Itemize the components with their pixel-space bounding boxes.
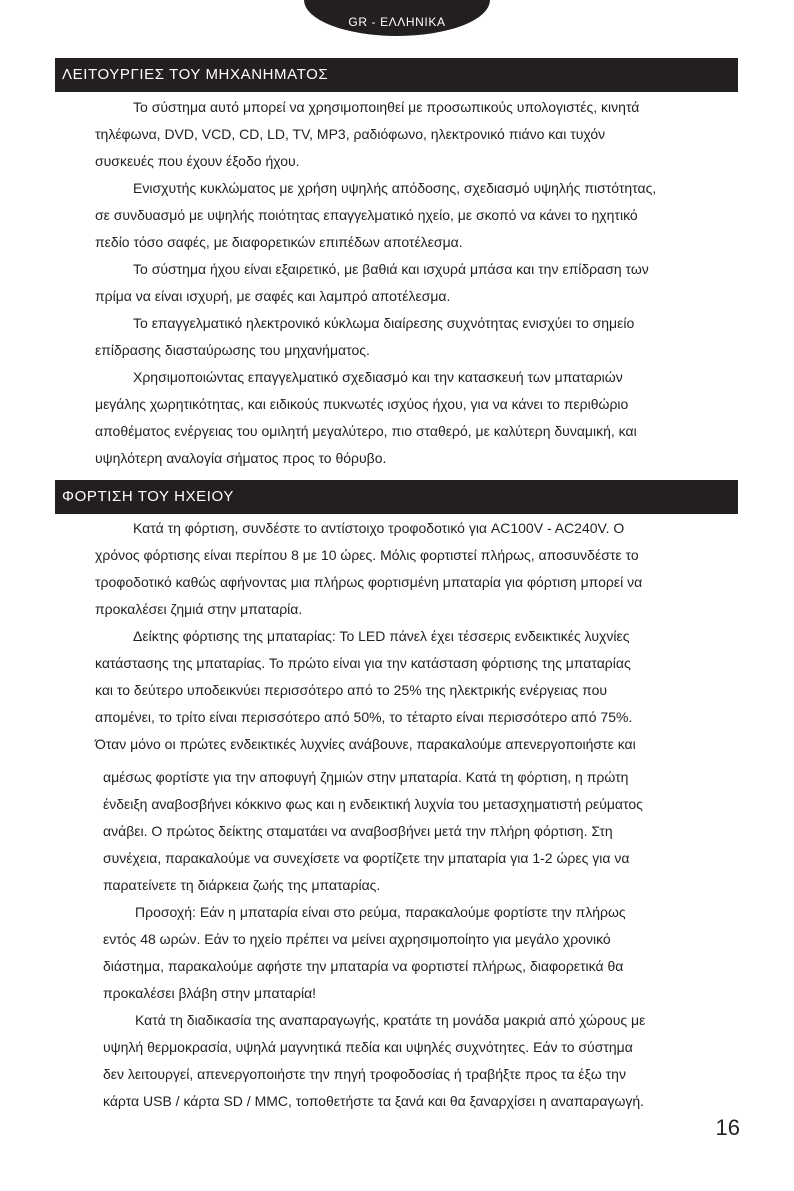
text-line: διάστημα, παρακαλούμε αφήστε την μπαταρία να φορτιστεί πλήρως, διαφορετικά θα (103, 958, 624, 974)
section-header-charging (55, 480, 738, 514)
text-line: υψηλότερη αναλογία σήματος προς το θόρυβο. (95, 450, 387, 466)
section-body-charging (95, 515, 735, 758)
text-line: Χρησιμοποιώντας επαγγελματικό σχεδιασμό και την κατασκευή των μπαταριών (133, 369, 623, 385)
text-line: κάρτα USB / κάρτα SD / MMC, τοποθετήστε τα ξανά και θα ξαναρχίσει η αναπαραγωγή. (103, 1093, 645, 1109)
text-line: απομένει, το τρίτο είναι περισσότερο από 50%, το τέταρτο είναι περισσότερο από 75%. (95, 709, 633, 725)
text-line: Το σύστημα ήχου είναι εξαιρετικό, με βαθιά και ισχυρά μπάσα και την επίδραση των (133, 261, 649, 277)
text-line: Κατά τη διαδικασία της αναπαραγωγής, κρατάτε τη μονάδα μακριά από χώρους με (135, 1012, 646, 1028)
text-line: πεδίο τόσο σαφές, με διαφορετικών επιπέδων αποτέλεσμα. (95, 234, 463, 250)
section-body-charging-continued (103, 764, 735, 1115)
text-line: ανάβει. Ο πρώτος δείκτης σταματάει να αναβοσβήνει μετά την πλήρη φόρτιση. Στη (103, 823, 613, 839)
section-title: ΦΟΡΤΙΣΗ ΤΟΥ ΗΧΕΙΟΥ (62, 488, 234, 505)
section-header-functions (55, 58, 738, 92)
text-line: και το δεύτερο υποδεικνύει περισσότερο από το 25% της ηλεκτρικής ενέργειας που (95, 682, 608, 698)
text-line: Όταν μόνο οι πρώτες ενδεικτικές λυχνίες ανάβουνε, παρακαλούμε απενεργοποιήστε και (95, 736, 636, 752)
text-line: προκαλέσει ζημιά στην μπαταρία. (95, 601, 303, 617)
text-line: Δείκτης φόρτισης της μπαταρίας: Το LED πάνελ έχει τέσσερις ενδεικτικές λυχνίες (133, 628, 630, 644)
text-line: τηλέφωνα, DVD, VCD, CD, LD, TV, MP3, ραδιόφωνο, ηλεκτρονικό πιάνο και τυχόν (95, 126, 606, 142)
text-line: δεν λειτουργεί, απενεργοποιήστε την πηγή τροφοδοσίας ή τραβήξτε προς τα έξω την (103, 1066, 626, 1082)
text-line: σε συνδυασμό με υψηλής ποιότητας επαγγελματικό ηχείο, με σκοπό να κάνει το ηχητικό (95, 207, 638, 223)
text-line: πρίμα να είναι ισχυρή, με σαφές και λαμπρό αποτέλεσμα. (95, 288, 451, 304)
text-line: ένδειξη αναβοσβήνει κόκκινο φως και η ενδεικτική λυχνία του μετασχηματιστή ρεύματος (103, 796, 643, 812)
text-line: παρατείνετε τη διάρκεια ζωής της μπαταρίας. (103, 877, 381, 893)
page-number: 16 (715, 1115, 740, 1140)
text-line: Ενισχυτής κυκλώματος με χρήση υψηλής απόδοσης, σχεδιασμό υψηλής πιστότητας, (133, 180, 657, 196)
language-tab (304, 0, 490, 36)
text-line: χρόνος φόρτισης είναι περίπου 8 με 10 ώρες. Μόλις φορτιστεί πλήρως, αποσυνδέστε το (95, 547, 639, 563)
text-line: Προσοχή: Εάν η μπαταρία είναι στο ρεύμα, παρακαλούμε φορτίστε την πλήρως (135, 904, 626, 920)
text-line: Το επαγγελματικό ηλεκτρονικό κύκλωμα διαίρεσης συχνότητας ενισχύει το σημείο (133, 315, 635, 331)
language-tab-label: GR - ΕΛΛΗΝΙΚΑ (348, 15, 446, 29)
section-title: ΛΕΙΤΟΥΡΓΙΕΣ ΤΟΥ ΜΗΧΑΝΗΜΑΤΟΣ (62, 66, 329, 83)
text-line: προκαλέσει βλάβη στην μπαταρία! (103, 985, 317, 1001)
text-line: μεγάλης χωρητικότητας, και ειδικούς πυκνωτές ισχύος ήχου, για να κάνει το περιθώριο (95, 396, 629, 412)
text-line: συνέχεια, παρακαλούμε να συνεχίσετε να φορτίζετε την μπαταρία για 1-2 ώρες για να (103, 850, 630, 866)
section-body-functions (95, 94, 735, 472)
text-line: συσκευές που έχουν έξοδο ήχου. (95, 153, 300, 169)
text-line: Το σύστημα αυτό μπορεί να χρησιμοποιηθεί με προσωπικούς υπολογιστές, κινητά (133, 99, 640, 115)
text-line: επίδρασης διασταύρωσης του μηχανήματος. (95, 342, 370, 358)
text-line: κατάστασης της μπαταρίας. Το πρώτο είναι για την κατάσταση φόρτισης της μπαταρίας (95, 655, 631, 671)
text-line: υψηλή θερμοκρασία, υψηλά μαγνητικά πεδία και υψηλές συχνότητες. Εάν το σύστημα (103, 1039, 633, 1055)
text-line: Κατά τη φόρτιση, συνδέστε το αντίστοιχο τροφοδοτικό για AC100V - AC240V. Ο (133, 520, 625, 536)
text-line: αμέσως φορτίστε για την αποφυγή ζημιών στην μπαταρία. Κατά τη φόρτιση, η πρώτη (103, 769, 629, 785)
text-line: τροφοδοτικό καθώς αφήνοντας μια πλήρως φορτισμένη μπαταρία για φόρτιση μπορεί να (95, 574, 643, 590)
text-line: εντός 48 ωρών. Εάν το ηχείο πρέπει να μείνει αχρησιμοποίητο για μεγάλο χρονικό (103, 931, 611, 947)
text-line: αποθέματος ενέργειας του ομιλητή μεγαλύτερο, πιο σταθερό, με καλύτερη δυναμική, και (95, 423, 637, 439)
